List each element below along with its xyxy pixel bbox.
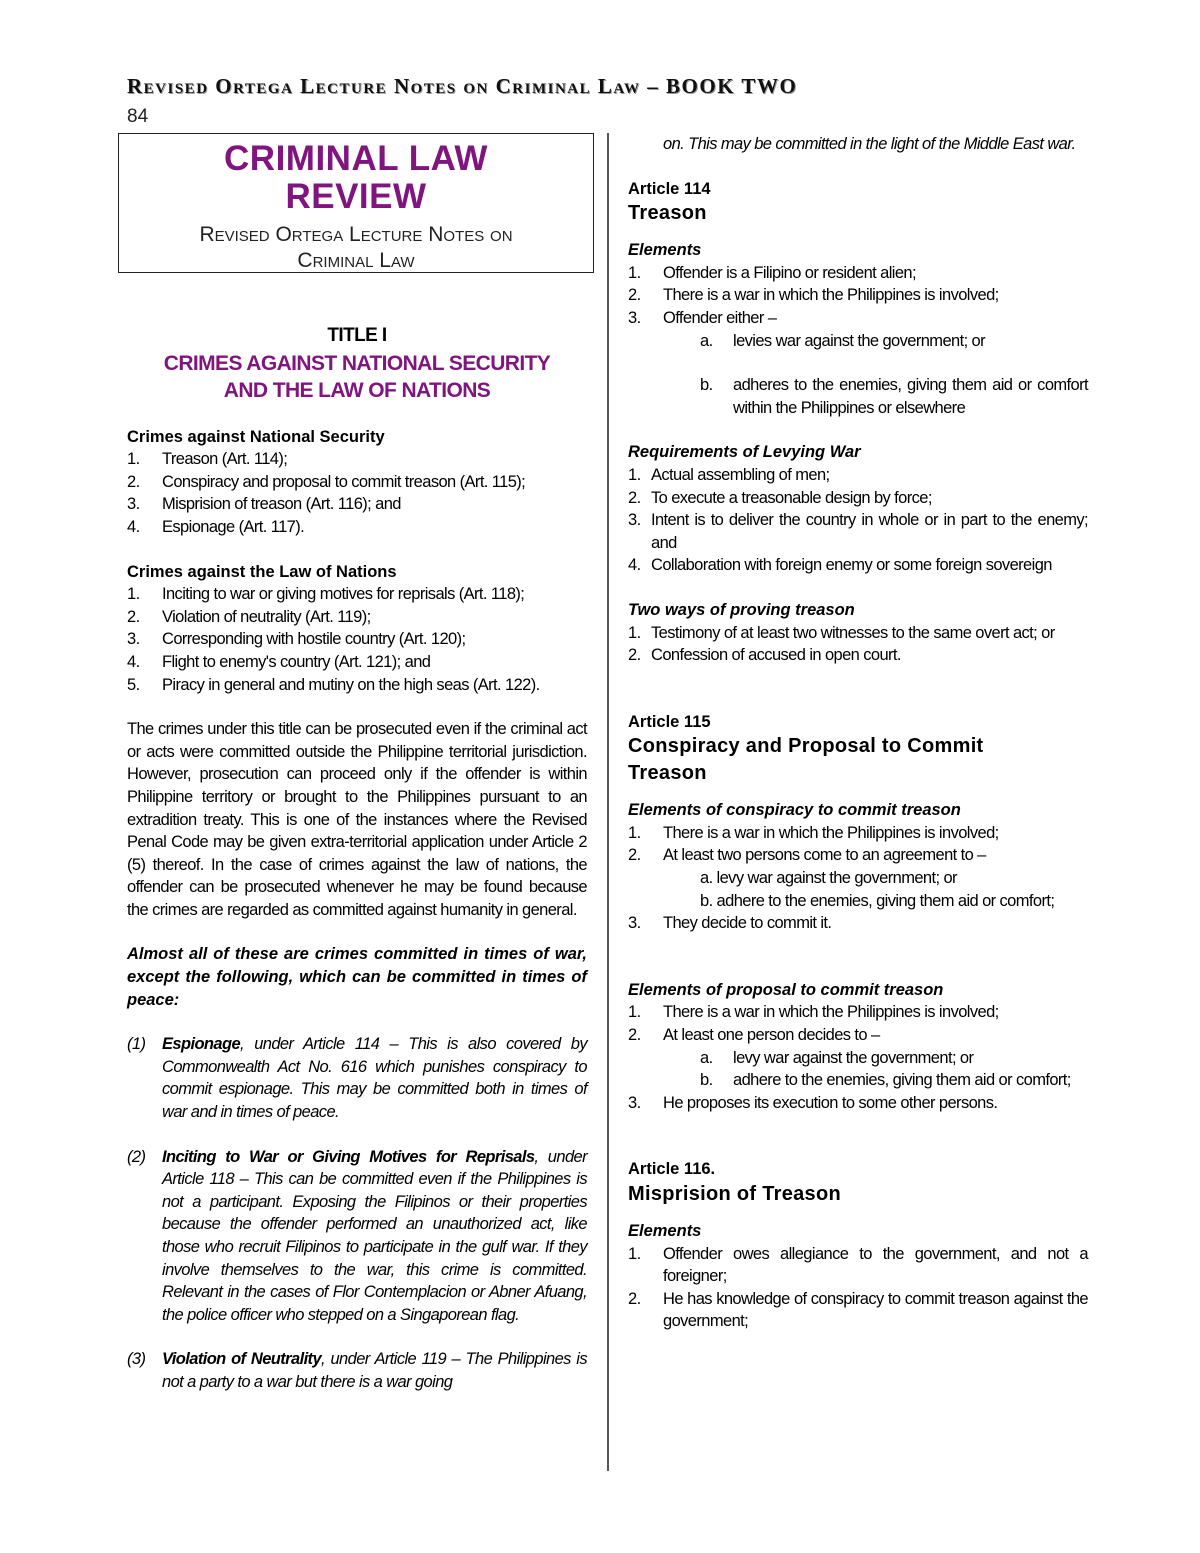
article-116-elements <box>628 1243 1088 1333</box>
article-116-elements-heading: Elements <box>628 1222 702 1240</box>
right-column <box>628 133 1088 1333</box>
article-114-elements <box>628 262 1088 330</box>
list-item: b. adhere to the enemies, giving them aid or comfort; <box>700 1071 1071 1090</box>
list-item: 1. There is a war in which the Philippines is involved; <box>628 1003 999 1022</box>
levying-war-heading: Requirements of Levying War <box>628 443 861 462</box>
list-item: 2. Confession of accused in open court. <box>628 646 901 665</box>
list-item: 3. They decide to commit it. <box>628 914 832 933</box>
list-item: a. levy war against the government; or <box>700 869 957 888</box>
peace-heading: Almost all of these are crimes committed in times of war, except the following, which can be committed in times of peace: <box>127 945 587 1009</box>
list-item: a. levies war against the government; or <box>700 331 986 350</box>
page-number: 84 <box>127 106 149 127</box>
list-item: 4. Espionage (Art. 117). <box>127 517 305 536</box>
law-of-nations-list <box>127 583 587 696</box>
list-item: 2. There is a war in which the Philippines is involved; <box>628 286 999 305</box>
list-item: a. levy war against the government; or <box>700 1048 974 1067</box>
banner-title: CRIMINAL LAW REVIEW <box>224 139 488 216</box>
list-item: 2. Violation of neutrality (Art. 119); <box>127 607 371 626</box>
intro-paragraph: The crimes under this title can be prosecuted even if the criminal act or acts were committed outside the Philippine territorial jurisdiction. However, prosecution can proceed only if the offender is within Philippine territory or brought to the Philippines pursuant to an extradition treaty. This is one of the instances where the Revised Penal Code may be given extra-territorial application under Article 2 (5) thereof. In the case of crimes against the law of nations, the offender can be prosecuted whenever he may be found because the crimes are regarded as committed against humanity in general. <box>127 720 587 919</box>
list-item: 2. He has knowledge of conspiracy to commit treason against the government; <box>628 1289 1088 1331</box>
article-114-number: Article 114 <box>628 179 711 198</box>
list-item: 1. Treason (Art. 114); <box>127 450 288 469</box>
left-column <box>127 133 587 1394</box>
list-item: 1. Offender is a Filipino or resident alien; <box>628 263 916 282</box>
proving-treason-heading: Two ways of proving treason <box>628 600 855 619</box>
column-divider <box>607 133 609 1471</box>
list-item: 1. There is a war in which the Philippines is involved; <box>628 823 999 842</box>
conspiracy-list <box>628 822 1088 867</box>
list-item: 1. Offender owes allegiance to the government, and not a foreigner; <box>628 1244 1088 1286</box>
article-115-number: Article 115 <box>628 712 711 731</box>
list-item: 2. Conspiracy and proposal to commit treason (Art. 115); <box>127 472 526 491</box>
list-item: 1. Actual assembling of men; <box>628 465 830 484</box>
title-number: TITLE I <box>327 325 387 346</box>
list-item: b. adheres to the enemies, giving them aid or comfort within the Philippines or elsewhere <box>700 376 1088 417</box>
article-114-elements-heading: Elements <box>628 241 702 260</box>
article-114-sub-elements <box>628 330 1088 420</box>
list-item: 3. Misprision of treason (Art. 116); and <box>127 495 401 514</box>
law-of-nations-heading: Crimes against the Law of Nations <box>127 562 397 581</box>
list-item: 5. Piracy in general and mutiny on the high seas (Art. 122). <box>127 675 540 694</box>
list-item: 4. Flight to enemy's country (Art. 121); and <box>127 652 431 671</box>
article-114-title: Treason <box>628 202 707 225</box>
conspiracy-sub-list <box>628 867 1088 912</box>
note-espionage: (1) Espionage, under Article 114 – This is also covered by Commonwealth Act No. 616 which punishes conspiracy to commit espionage. This may be committed both in times of war and in times of peace. <box>127 1035 587 1122</box>
list-item: 4. Collaboration with foreign enemy or some foreign sovereign <box>628 556 1052 575</box>
article-116-title: Misprision of Treason <box>628 1183 841 1205</box>
proving-treason-list <box>628 622 1088 667</box>
continuation-text: on. This may be committed in the light of the Middle East war. <box>663 135 1076 153</box>
list-item: 3. Offender either – <box>628 308 777 327</box>
list-item: 1. Testimony of at least two witnesses to the same overt act; or <box>628 623 1055 642</box>
list-item: 3. He proposes its execution to some other persons. <box>628 1093 998 1112</box>
list-item: 3. Intent is to deliver the country in whole or in part to the enemy; and <box>628 511 1088 552</box>
list-item: 2. To execute a treasonable design by force; <box>628 488 932 507</box>
national-security-heading: Crimes against National Security <box>127 427 385 446</box>
list-item: b. adhere to the enemies, giving them aid or comfort; <box>700 891 1055 910</box>
list-item: 3. Corresponding with hostile country (Art. 120); <box>127 630 466 649</box>
list-item: 2. At least one person decides to – <box>628 1026 880 1045</box>
banner-subtitle: Revised Ortega Lecture Notes on Criminal Law <box>199 223 513 272</box>
title-heading: CRIMES AGAINST NATIONAL SECURITY AND THE LAW OF NATIONS <box>163 351 551 402</box>
proposal-list-end <box>628 1092 1088 1115</box>
levying-war-list <box>628 464 1088 577</box>
conspiracy-heading: Elements of conspiracy to commit treason <box>628 801 961 820</box>
national-security-list <box>127 448 587 538</box>
running-header: Revised Ortega Lecture Notes on Criminal Law – BOOK TWO <box>127 74 798 98</box>
conspiracy-list-end <box>628 912 1088 935</box>
list-item: 1. Inciting to war or giving motives for reprisals (Art. 118); <box>127 585 525 604</box>
proposal-heading: Elements of proposal to commit treason <box>628 980 944 999</box>
note-violation-of-neutrality: (3) Violation of Neutrality, under Article 119 – The Philippines is not a party to a war but there is a war going <box>127 1350 587 1391</box>
note-inciting-to-war: (2) Inciting to War or Giving Motives for Reprisals, under Article 118 – This can be committed even if the Philippines is not a participant. Exposing the Filipinos or their properties because the offender performed an unauthorized act, like those who recruit Filipinos to participate in the gulf war. If they involve themselves to the war, this crime is committed. Relevant in the cases of Flor Contemplacion or Abner Afuang, the police officer who stepped on a Singaporean flag. <box>127 1147 587 1324</box>
list-item: 2. At least two persons come to an agreement to – <box>628 846 986 865</box>
article-116-number: Article 116. <box>628 1160 716 1179</box>
proposal-sub-list <box>628 1047 1088 1092</box>
proposal-list <box>628 1001 1088 1046</box>
article-115-title: Conspiracy and Proposal to Commit Treason <box>628 735 984 785</box>
